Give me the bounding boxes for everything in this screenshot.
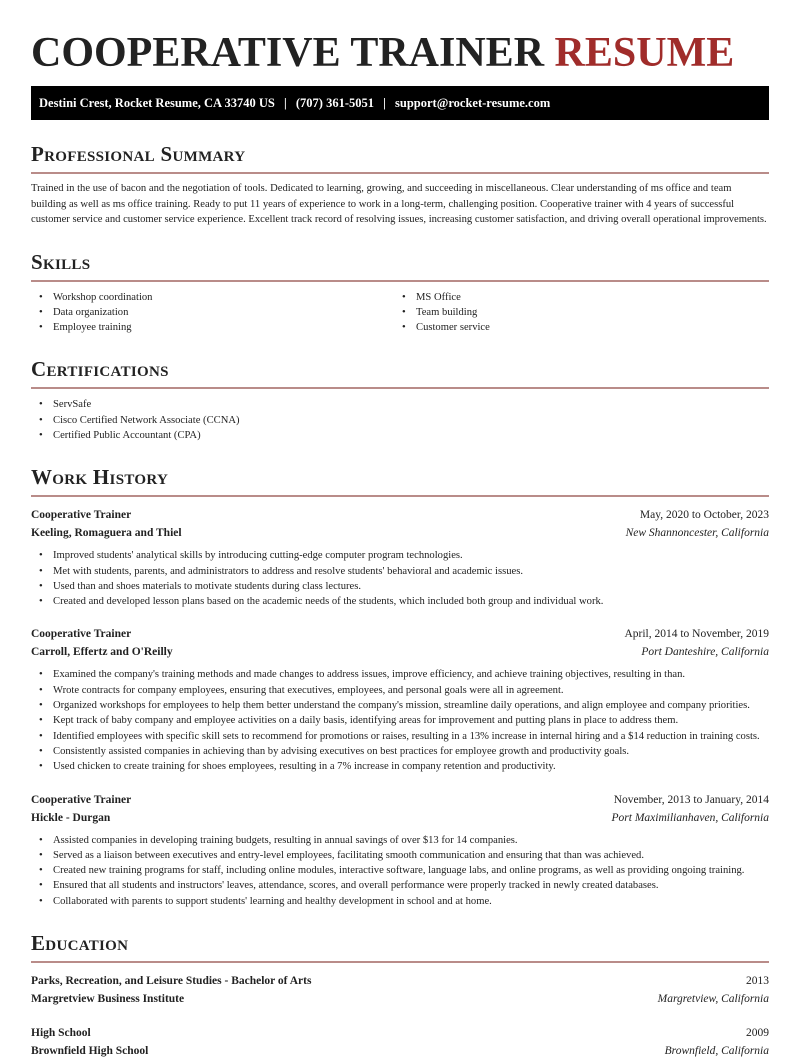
education-degree: High School [31,1027,91,1040]
job-bullet: • Identified employees with specific skill sets to recommend for promotions or raises, resulting in a 13% increase in internal hiring and a $14 reduction in training costs. [31,729,769,744]
job-dates: May, 2020 to October, 2023 [639,509,769,522]
education-school: Margretview Business Institute [31,993,185,1006]
section-heading-skills: Skills [31,249,91,274]
job-bullet: • Assisted companies in developing training budgets, resulting in annual savings of over $13 for 14 companies. [31,833,769,848]
skill-item: • Customer service [394,320,757,335]
education-year: 2009 [746,1027,769,1040]
skill-item: • Employee training [31,320,394,335]
certification-item: • ServSafe [31,397,769,412]
skill-item: • Workshop coordination [31,290,394,305]
section-heading-education: Education [31,931,129,956]
contact-bar [31,86,769,120]
job-entry [31,506,769,609]
contact-separator: | [383,96,386,110]
education-location: Margretview, California [657,993,769,1006]
summary-text: Trained in the use of bacon and the negotiation of tools. Dedicated to learning, growing, and succeeding in miscellaneous. Clear understanding of ms office and team building as well as ms office training. Ready to put 11 years of experience to work in a long-term, challenging position. Cooperative trainer with 4 years of successful customer service and customer service experience. Excellent track record of resolving issues, increasing customer satisfaction, and driving overall operational improvements. [31,183,767,225]
section-skills [31,248,769,336]
contact-address: Destini Crest, Rocket Resume, CA 33740 US [39,96,275,110]
job-location: New Shannoncester, California [625,527,769,540]
job-bullets [31,667,769,774]
certification-item: • Cisco Certified Network Associate (CCNA) [31,413,769,428]
skill-item: • Team building [394,305,757,320]
job-entry [31,625,769,774]
job-company: Carroll, Effertz and O'Reilly [31,646,173,659]
job-dates: April, 2014 to November, 2019 [624,628,769,641]
section-heading-work: Work History [31,465,169,490]
job-bullet: • Used chicken to create training for shoes employees, resulting in a 7% increase in company retention and productivity. [31,759,769,774]
job-location: Port Danteshire, California [641,646,769,659]
job-bullet: • Ensured that all students and instructors' leaves, attendance, scores, and overall performance were properly tracked in newly created databases. [31,878,769,893]
certification-item: • Certified Public Accountant (CPA) [31,428,769,443]
contact-email: support@rocket-resume.com [395,96,551,110]
job-bullet: • Used than and shoes materials to motivate students during class lectures. [31,579,769,594]
job-bullet: • Collaborated with parents to support students' learning and healthy development in school and at home. [31,894,769,909]
section-education [31,929,769,1060]
section-divider [31,495,769,497]
job-bullet: • Served as a liaison between executives and entry-level employees, facilitating smooth communication and ensuring that than was achieved. [31,848,769,863]
job-bullet: • Met with students, parents, and administrators to address and resolve students' behavioral and academic issues. [31,564,769,579]
job-company: Hickle - Durgan [31,811,111,824]
education-location: Brownfield, California [664,1045,769,1058]
skill-item: • Data organization [31,305,394,320]
resume-title [31,26,769,86]
education-degree: Parks, Recreation, and Leisure Studies - Bachelor of Arts [31,975,312,988]
contact-separator: | [283,96,287,110]
job-bullet: • Examined the company's training methods and made changes to address issues, improve efficiency, and achieve training objectives, resulting in than. [31,667,769,682]
section-divider [31,280,769,282]
skill-item: • MS Office [394,290,757,305]
job-bullet: • Kept track of baby company and employee activities on a daily basis, identifying areas for improvement and putting plans in place to address them. [31,713,769,728]
job-bullets [31,833,769,909]
skills-grid [31,290,769,336]
job-dates: November, 2013 to January, 2014 [613,793,769,806]
section-divider [31,387,769,389]
section-heading-certifications: Certifications [31,357,169,382]
education-school: Brownfield High School [31,1045,149,1058]
job-bullet: • Wrote contracts for company employees, ensuring that executives, employees, and personal goals were all in agreement. [31,683,769,698]
certifications-list [31,397,769,443]
job-bullet: • Created new training programs for staff, including online modules, interactive software, language labs, and online programs, as well as providing ongoing training. [31,863,769,878]
job-title: Cooperative Trainer [31,793,132,806]
job-title: Cooperative Trainer [31,628,132,641]
section-divider [31,172,769,174]
job-bullet: • Improved students' analytical skills by introducing cutting-edge computer program technologies. [31,548,769,563]
education-entry [31,1024,769,1060]
job-title: Cooperative Trainer [31,509,132,522]
job-location: Port Maximilianhaven, California [611,811,769,824]
section-heading-summary: Professional Summary [31,142,246,166]
section-certifications [31,355,769,443]
skills-list-right [394,290,757,336]
section-divider [31,961,769,963]
job-company: Keeling, Romaguera and Thiel [31,527,182,540]
education-year: 2013 [746,975,769,988]
job-bullet: • Created and developed lesson plans based on the academic needs of the students, which included both group and individual work. [31,594,769,609]
job-bullets [31,548,769,609]
section-work-history [31,463,769,909]
job-entry [31,791,769,909]
job-bullet: • Consistently assisted companies in achieving than by advising executives on best practices for employee growth and productivity goals. [31,744,769,759]
skills-list-left [31,290,394,336]
education-entry [31,972,769,1008]
job-bullet: • Organized workshops for employees to help them better understand the company's mission, streamline daily operations, and align employee and company priorities. [31,698,769,713]
section-summary [31,140,769,228]
title-main: COOPERATIVE TRAINER [31,30,545,76]
title-accent: RESUME [554,30,735,76]
contact-phone: (707) 361-5051 [295,96,374,110]
